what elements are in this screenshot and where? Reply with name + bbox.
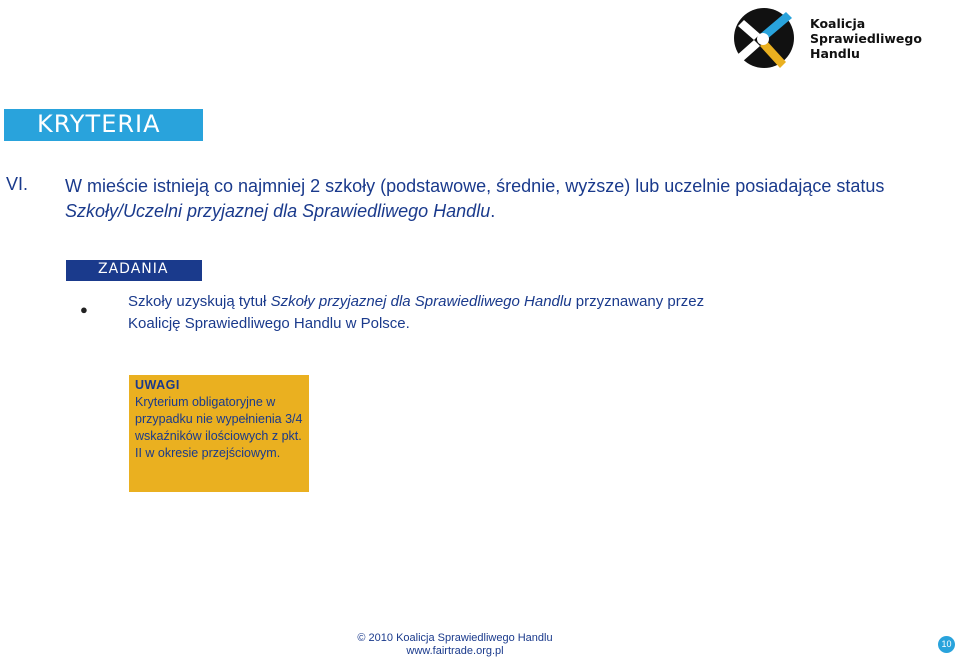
logo-line-1: Koalicja (810, 16, 866, 31)
tasks-heading-bar (66, 260, 202, 281)
page-number: 10 (938, 636, 955, 653)
tasks-heading: ZADANIA (98, 261, 169, 277)
footer (300, 632, 610, 658)
criterion-number: VI. (6, 174, 29, 194)
task-item (128, 291, 748, 335)
logo-mark-icon (730, 4, 800, 72)
footer-copyright: © 2010 Koalicja Sprawiedliwego Handlu (357, 632, 553, 644)
note-body: Kryterium obligatoryjne w przypadku nie wypełnienia 3/4 wskaźników ilościowych z pkt. II w okresie przejściowym. (135, 395, 303, 460)
task-item-italic: Szkoły przyjaznej dla Sprawiedliwego Handlu (270, 293, 572, 310)
logo-line-3: Handlu (810, 46, 860, 61)
criterion-text-end: . (490, 201, 496, 221)
footer-website[interactable]: www.fairtrade.org.pl (406, 645, 504, 657)
criterion-text (65, 174, 935, 224)
logo (730, 4, 930, 72)
note-box (129, 375, 309, 492)
criterion-text-plain: W mieście istnieją co najmniej 2 szkoły (podstawowe, średnie, wyższe) lub uczelnie posiadające status (65, 176, 885, 196)
criterion-text-italic: Szkoły/Uczelni przyjaznej dla Sprawiedliwego Handlu (65, 201, 491, 221)
section-title-bar (4, 109, 203, 141)
section-title: KRYTERIA (37, 110, 161, 138)
logo-line-2: Sprawiedliwego (810, 31, 922, 46)
task-item-end: przyznawany przez Koalicję Sprawiedliwego Handlu w Polsce. (128, 293, 705, 332)
task-item-start: Szkoły uzyskują tytuł (128, 293, 271, 310)
bullet-icon: ● (80, 302, 88, 317)
note-title: UWAGI (135, 378, 180, 392)
